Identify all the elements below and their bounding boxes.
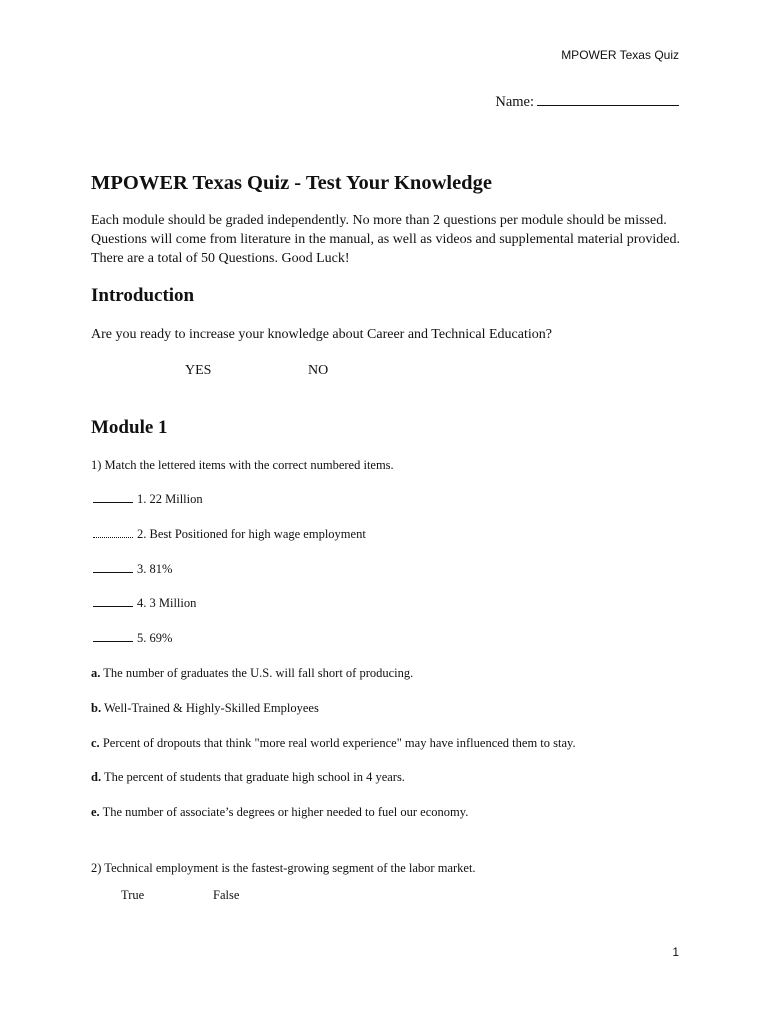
name-label: Name: (495, 94, 534, 110)
name-line (495, 92, 679, 111)
match-item: 5. 69% (93, 631, 172, 646)
name-blank[interactable] (537, 92, 679, 106)
instructions-paragraph: Each module should be graded independently. No more than 2 questions per module should be missed. Questions will come from literature in the manual, as well as videos and supplemental material provided. There are a total of 50 Questions. Good Luck! (91, 213, 681, 266)
intro-question: Are you ready to increase your knowledge about Career and Technical Education? (91, 327, 552, 342)
introduction-heading: Introduction (91, 285, 195, 306)
match-item: 2. Best Positioned for high wage employment (93, 527, 366, 542)
answer-blank[interactable] (93, 562, 133, 573)
answer-blank[interactable] (93, 596, 133, 607)
match-item: 3. 81% (93, 562, 172, 577)
match-item: 4. 3 Million (93, 596, 196, 611)
definition-c: c. Percent of dropouts that think "more real world experience" may have influenced them to stay. (91, 736, 576, 750)
page-number: 1 (672, 945, 679, 959)
module1-heading: Module 1 (91, 417, 168, 438)
match-item: 1. 22 Million (93, 492, 203, 507)
question-2-prompt: 2) Technical employment is the fastest-growing segment of the labor market. (91, 861, 476, 875)
answer-blank[interactable] (93, 492, 133, 503)
question-1-prompt: 1) Match the lettered items with the correct numbered items. (91, 458, 394, 472)
definition-a: a. The number of graduates the U.S. will fall short of producing. (91, 666, 414, 680)
option-no[interactable]: NO (308, 363, 329, 378)
definition-d: d. The percent of students that graduate high school in 4 years. (91, 770, 405, 784)
answer-blank[interactable] (93, 631, 133, 642)
answer-blank[interactable] (93, 527, 133, 538)
running-header: MPOWER Texas Quiz (561, 48, 679, 62)
option-false[interactable]: False (213, 888, 240, 902)
page-title: MPOWER Texas Quiz - Test Your Knowledge (91, 172, 492, 194)
definition-e: e. The number of associate’s degrees or higher needed to fuel our economy. (91, 805, 469, 819)
option-yes[interactable]: YES (185, 363, 212, 378)
option-true[interactable]: True (121, 888, 145, 902)
definition-b: b. Well-Trained & Highly-Skilled Employees (91, 701, 319, 715)
